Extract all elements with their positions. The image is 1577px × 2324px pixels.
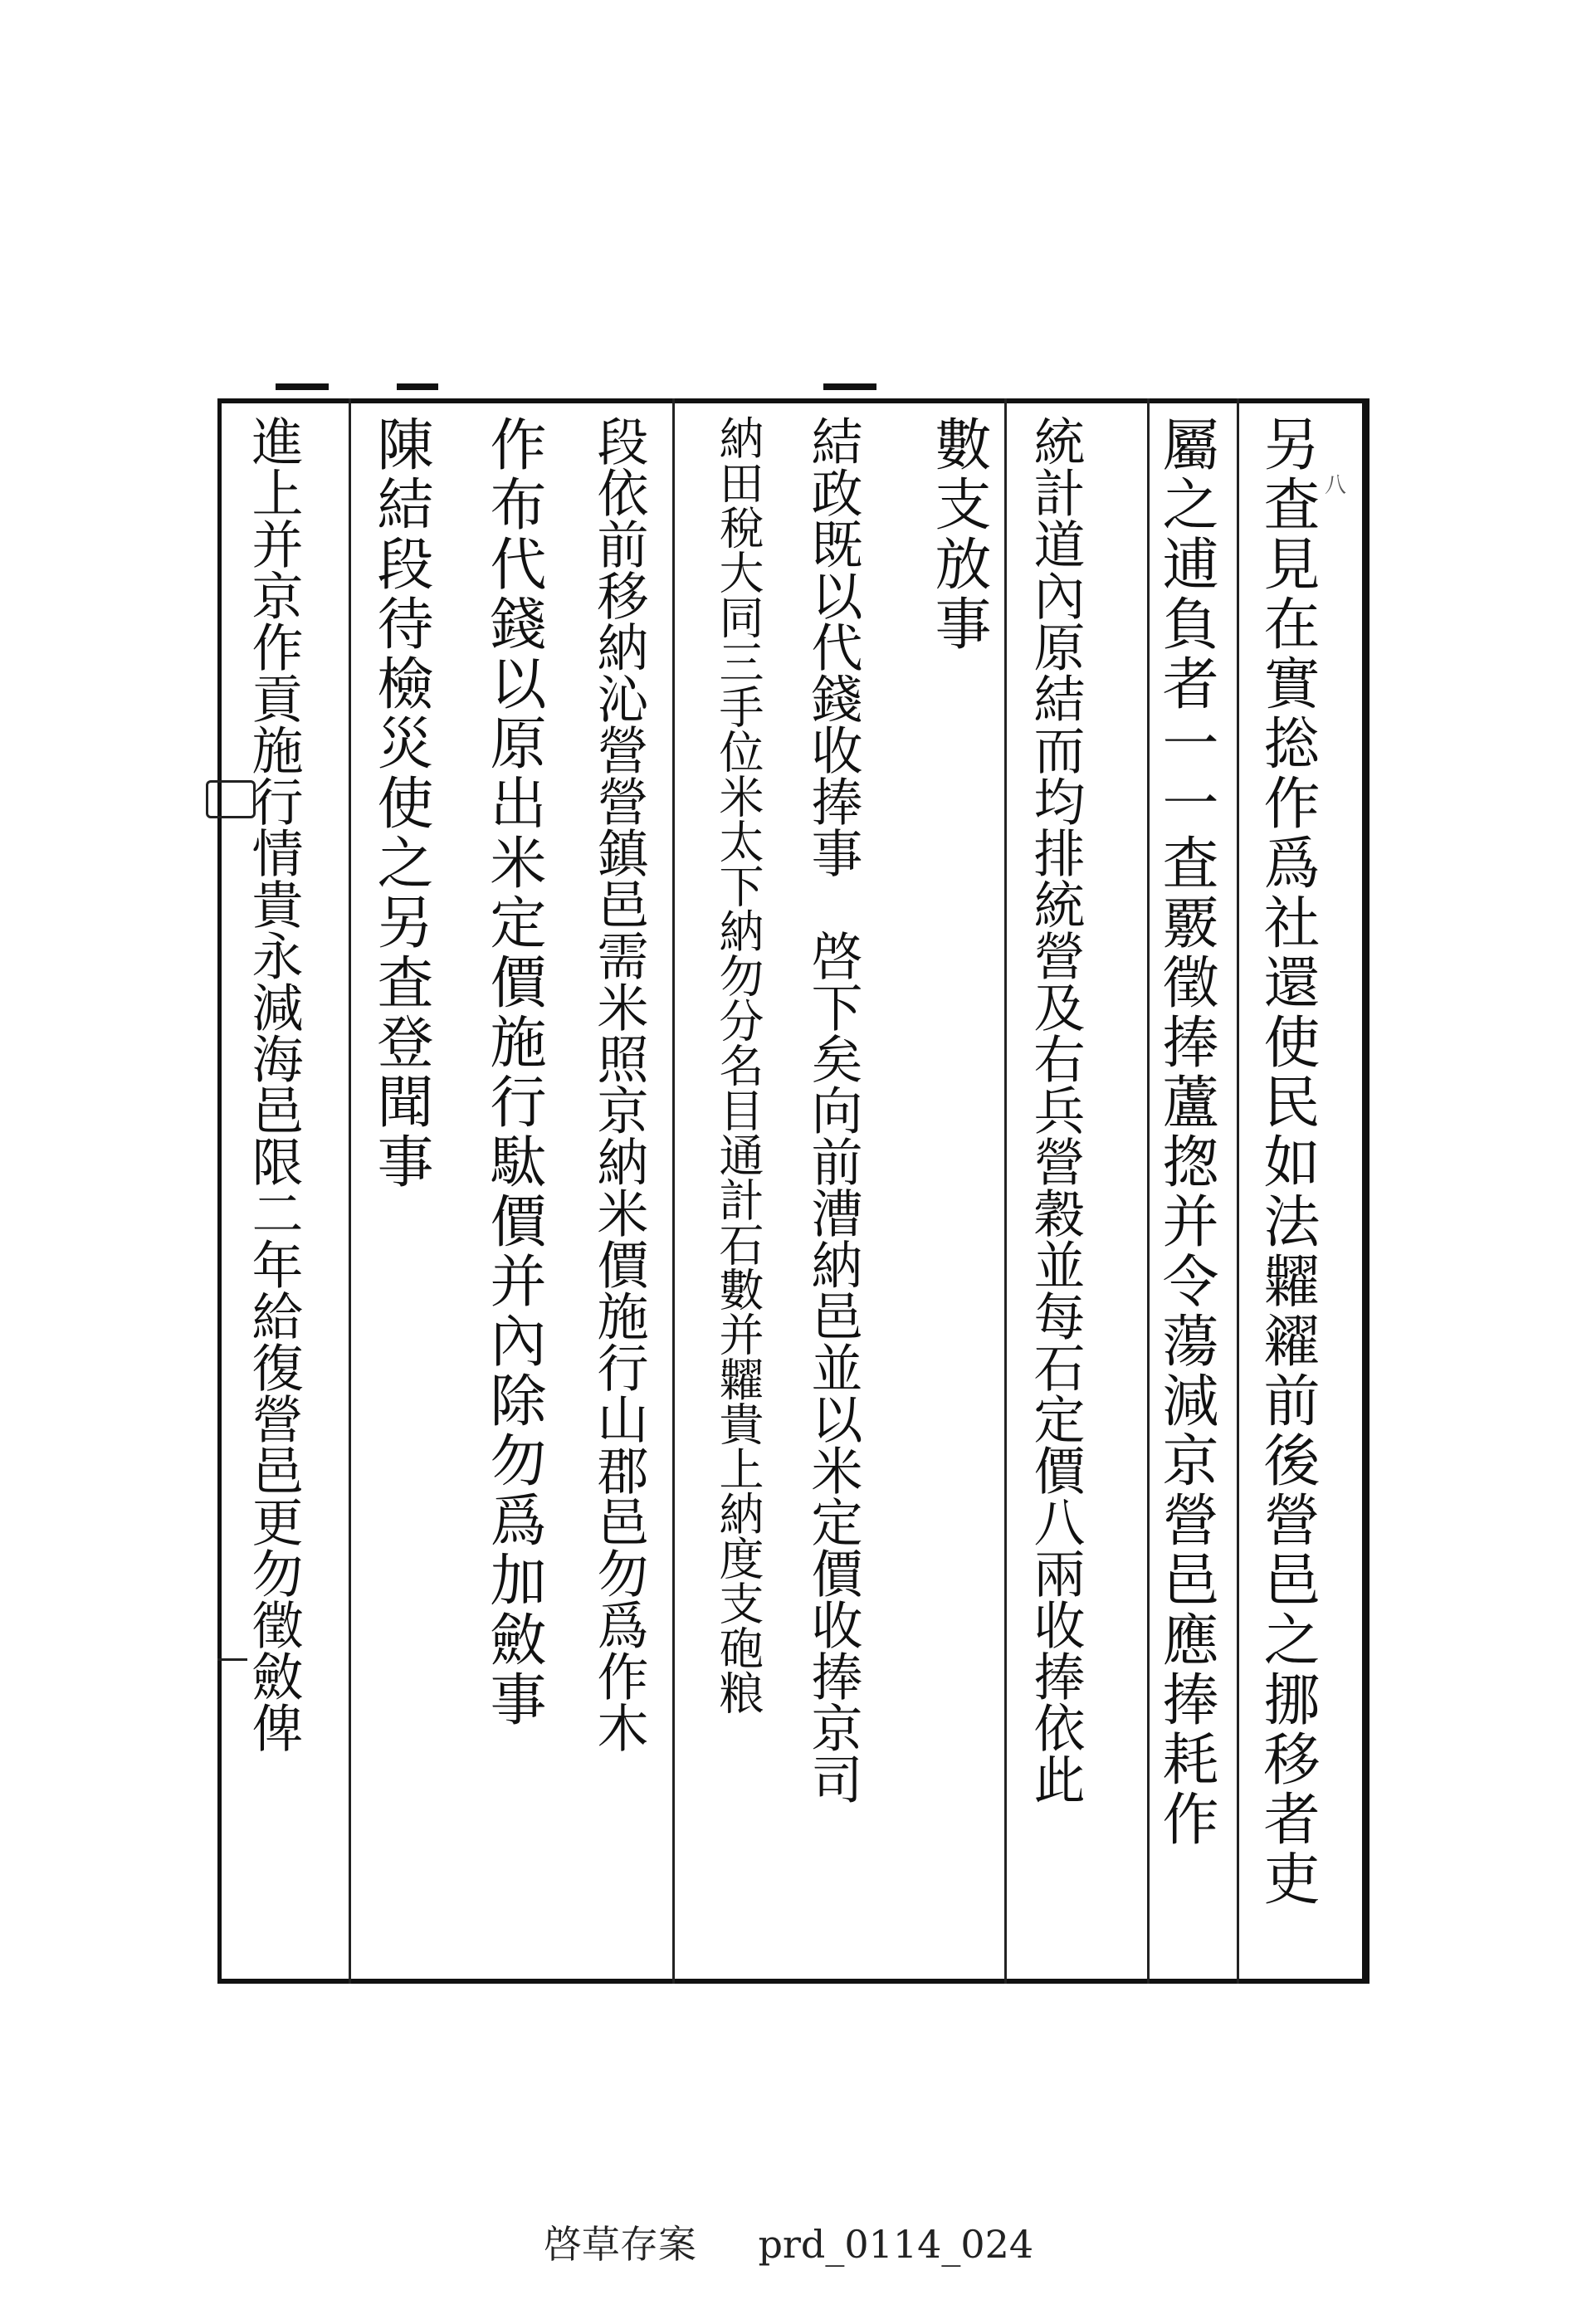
frame-top-border [217, 398, 1370, 403]
text-column-7: 段依前移納沁營營鎮邑需米照京納米價施行山郡邑勿爲作木 [588, 415, 649, 1753]
text-column-9: 陳結段待檢災使之另査登聞事 [368, 415, 433, 1192]
margin-dash [217, 1658, 247, 1661]
text-column-6: 納田稅大同三手位米太下納勿分名目通計石數并糶貴上納度支砲粮 [712, 415, 764, 1715]
document-frame [217, 398, 1370, 1984]
footer-code: prd_0114_024 [758, 2222, 1034, 2267]
frame-right-border [1362, 398, 1370, 1984]
margin-scribble [206, 780, 256, 818]
text-column-8: 作布代錢以原出米定價施行駄價并內除勿爲加斂事 [481, 415, 546, 1730]
text-column-10: 進上并京作貢施行情貴永減海邑限二年給復營邑更勿徵斂俾 [243, 415, 304, 1753]
column-start-mark [823, 383, 876, 390]
frame-bottom-border [217, 1979, 1370, 1984]
frame-left-border [217, 398, 222, 1984]
column-rule [1147, 398, 1150, 1984]
text-column-5: 結政既以代錢收捧事 啓下矣向前漕納邑並以米定價收捧京司 [803, 415, 863, 1804]
corner-note: 八 [1325, 473, 1347, 498]
footer-title: 啓草存案 [543, 2222, 696, 2267]
column-rule [672, 398, 675, 1984]
text-column-4: 數支放事 [925, 415, 991, 654]
text-column-3: 統計道內原結而均排統營及右兵營穀並每石定價八兩收捧依此 [1025, 415, 1086, 1804]
text-column-1: 另査見在實捴作爲社還使民如法糶糴前後營邑之挪移者吏 [1254, 415, 1320, 1909]
column-rule [1237, 398, 1239, 1984]
column-rule [349, 398, 351, 1984]
text-column-2: 屬之逋負者一一査覈徵捧蘆揔并令蕩減京營邑應捧耗作 [1153, 415, 1218, 1849]
column-start-mark [276, 383, 329, 390]
column-start-mark [397, 383, 438, 390]
column-rule [1004, 398, 1007, 1984]
page-footer [0, 2214, 1577, 2269]
